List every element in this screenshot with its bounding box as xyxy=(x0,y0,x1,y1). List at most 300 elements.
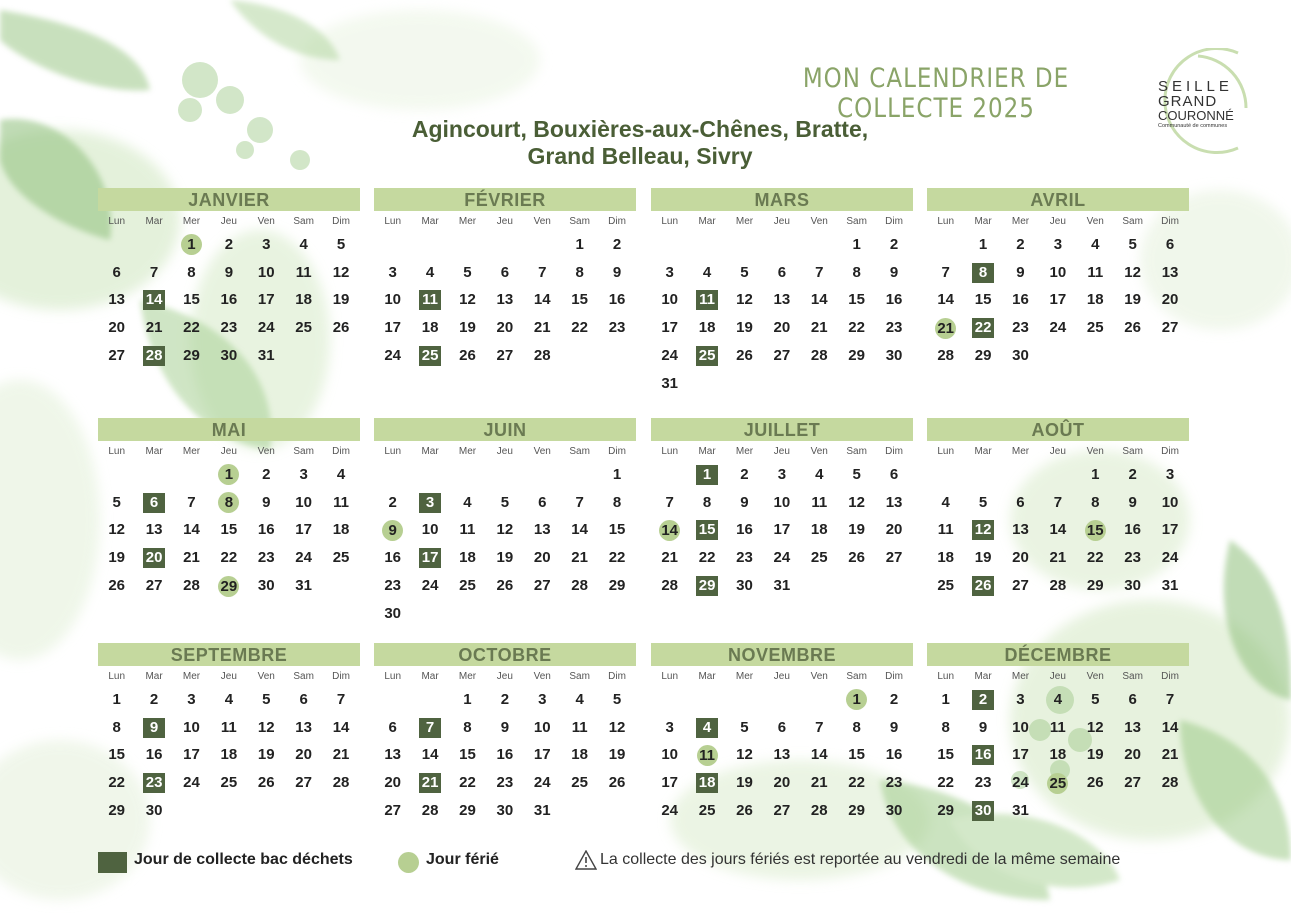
day-cell xyxy=(98,517,135,545)
day-cell xyxy=(651,714,688,742)
day-cell xyxy=(1039,489,1076,517)
day-cell xyxy=(598,517,635,545)
day-number: 13 xyxy=(1012,521,1029,539)
day-cell xyxy=(763,314,800,342)
collection-day xyxy=(411,769,448,797)
day-cell xyxy=(964,231,1001,259)
weekday-label: Mer xyxy=(1011,671,1030,682)
day-cell xyxy=(449,314,486,342)
day-number: 20 xyxy=(1161,291,1179,309)
day-cell xyxy=(561,686,598,714)
day-number: 12 xyxy=(736,746,753,764)
holiday-day xyxy=(651,517,688,545)
day-cell xyxy=(1077,742,1114,770)
communes-line-1: Agincourt, Bouxières-aux-Chênes, Bratte, xyxy=(411,116,869,142)
day-number: 24 xyxy=(421,577,439,595)
weekday-label: Ven xyxy=(257,671,275,682)
day-number: 30 xyxy=(220,347,238,365)
day-cell xyxy=(1151,287,1188,315)
day-cell xyxy=(322,517,359,545)
day-cell xyxy=(598,489,635,517)
weekday-header xyxy=(651,446,913,457)
day-cell xyxy=(449,517,486,545)
day-cell xyxy=(598,742,635,770)
month-1 xyxy=(98,188,360,370)
day-grid xyxy=(927,231,1189,370)
day-number: 1 xyxy=(696,465,718,485)
day-number: 9 xyxy=(889,263,899,281)
empty-cell xyxy=(411,231,448,259)
day-cell xyxy=(173,259,210,287)
day-number: 25 xyxy=(332,549,350,567)
day-cell xyxy=(875,342,912,370)
day-number: 20 xyxy=(496,319,514,337)
month-5 xyxy=(98,418,360,600)
day-number: 18 xyxy=(1049,746,1067,764)
holiday-note: La collecte des jours fériés est reportée au vendredi de la même semaine xyxy=(600,851,1121,868)
day-number: 22 xyxy=(848,319,865,337)
day-cell xyxy=(763,742,800,770)
day-number: 23 xyxy=(1124,549,1141,567)
day-cell xyxy=(598,572,635,600)
day-number: 24 xyxy=(661,347,679,365)
day-cell xyxy=(173,714,210,742)
day-cell xyxy=(726,714,763,742)
logo-line-1: SEILLE xyxy=(1158,78,1233,95)
day-cell xyxy=(322,259,359,287)
day-number: 30 xyxy=(736,577,753,595)
day-cell xyxy=(1151,231,1188,259)
collection-day xyxy=(964,686,1001,714)
day-cell xyxy=(411,314,448,342)
day-number: 4 xyxy=(815,465,824,483)
day-cell xyxy=(801,714,838,742)
day-cell xyxy=(1002,572,1039,600)
day-number: 20 xyxy=(143,548,165,568)
day-grid xyxy=(927,686,1189,825)
day-number: 22 xyxy=(459,774,476,792)
empty-cell xyxy=(374,461,411,489)
day-cell xyxy=(98,287,135,315)
day-number: 17 xyxy=(183,746,200,764)
collection-day xyxy=(964,742,1001,770)
empty-cell xyxy=(98,461,135,489)
day-cell xyxy=(875,517,912,545)
weekday-label: Dim xyxy=(332,446,350,457)
day-number: 21 xyxy=(533,319,551,337)
day-number: 9 xyxy=(382,520,403,541)
month-name: JANVIER xyxy=(98,188,360,211)
month-7 xyxy=(651,418,913,600)
day-cell xyxy=(98,742,135,770)
month-6 xyxy=(374,418,636,628)
day-number: 21 xyxy=(1049,549,1067,567)
day-number: 15 xyxy=(1085,520,1106,541)
day-number: 10 xyxy=(295,493,312,511)
day-cell xyxy=(964,287,1001,315)
day-cell xyxy=(248,489,285,517)
day-number: 13 xyxy=(885,493,903,511)
day-cell xyxy=(651,544,688,572)
empty-cell xyxy=(561,461,598,489)
month-12 xyxy=(927,643,1189,825)
day-number: 29 xyxy=(1086,577,1104,595)
day-number: 8 xyxy=(112,718,121,736)
day-number: 14 xyxy=(937,291,955,309)
day-cell xyxy=(726,517,763,545)
day-cell xyxy=(561,544,598,572)
day-cell xyxy=(1077,259,1114,287)
collection-day xyxy=(135,489,172,517)
day-number: 10 xyxy=(384,291,402,309)
weekday-label: Ven xyxy=(810,216,828,227)
day-cell xyxy=(248,686,285,714)
day-cell xyxy=(801,517,838,545)
day-cell xyxy=(875,797,912,825)
day-cell xyxy=(210,342,247,370)
day-number: 5 xyxy=(978,493,988,511)
day-number: 31 xyxy=(295,577,312,595)
day-number: 3 xyxy=(1053,235,1063,253)
day-cell xyxy=(561,517,598,545)
day-number: 6 xyxy=(500,263,510,281)
day-number: 9 xyxy=(740,493,749,511)
weekday-label: Sam xyxy=(1122,446,1143,457)
day-cell xyxy=(1039,517,1076,545)
day-cell xyxy=(210,742,247,770)
day-number: 26 xyxy=(972,576,994,596)
day-cell xyxy=(524,544,561,572)
day-cell xyxy=(838,342,875,370)
day-number: 21 xyxy=(935,318,956,339)
day-number: 7 xyxy=(419,718,441,738)
day-cell xyxy=(726,544,763,572)
day-cell xyxy=(927,259,964,287)
day-number: 28 xyxy=(810,347,828,365)
empty-cell xyxy=(688,686,725,714)
weekday-label: Sam xyxy=(569,671,590,682)
day-number: 28 xyxy=(810,802,828,820)
day-number: 16 xyxy=(608,291,626,309)
day-number: 26 xyxy=(736,347,753,365)
day-number: 23 xyxy=(736,549,753,567)
day-number: 6 xyxy=(777,718,787,736)
day-number: 28 xyxy=(332,774,350,792)
day-number: 6 xyxy=(1128,690,1137,708)
day-number: 22 xyxy=(848,774,865,792)
day-cell xyxy=(374,742,411,770)
day-cell xyxy=(374,259,411,287)
day-number: 17 xyxy=(1049,291,1067,309)
day-number: 17 xyxy=(1012,746,1029,764)
collection-day xyxy=(688,714,725,742)
day-number: 18 xyxy=(698,319,716,337)
day-cell xyxy=(1151,686,1188,714)
day-grid xyxy=(374,461,636,628)
holiday-day xyxy=(374,517,411,545)
weekday-label: Dim xyxy=(885,671,903,682)
month-name: JUIN xyxy=(374,418,636,441)
day-cell xyxy=(135,517,172,545)
weekday-label: Jeu xyxy=(1049,446,1066,457)
day-number: 26 xyxy=(108,577,126,595)
month-11 xyxy=(651,643,913,825)
day-cell xyxy=(524,314,561,342)
day-cell xyxy=(322,287,359,315)
day-number: 22 xyxy=(608,549,626,567)
weekday-label: Sam xyxy=(293,216,314,227)
day-cell xyxy=(838,544,875,572)
day-cell xyxy=(1039,287,1076,315)
day-grid xyxy=(374,686,636,825)
day-number: 23 xyxy=(1012,319,1029,337)
day-cell xyxy=(98,572,135,600)
day-number: 21 xyxy=(145,319,163,337)
day-cell xyxy=(838,314,875,342)
day-cell xyxy=(1114,686,1151,714)
day-cell xyxy=(248,342,285,370)
month-name: SEPTEMBRE xyxy=(98,643,360,666)
day-number: 5 xyxy=(1128,235,1137,253)
day-number: 7 xyxy=(815,263,824,281)
day-cell xyxy=(838,714,875,742)
day-number: 30 xyxy=(1012,347,1029,365)
day-cell xyxy=(1077,314,1114,342)
day-number: 13 xyxy=(1124,718,1141,736)
month-name: MAI xyxy=(98,418,360,441)
collection-day xyxy=(964,572,1001,600)
day-cell xyxy=(1114,572,1151,600)
day-number: 10 xyxy=(661,291,679,309)
day-number: 13 xyxy=(533,521,551,539)
day-cell xyxy=(1077,714,1114,742)
day-number: 10 xyxy=(661,746,679,764)
day-number: 5 xyxy=(740,263,749,281)
day-cell xyxy=(322,742,359,770)
day-cell xyxy=(1039,572,1076,600)
day-cell xyxy=(1002,714,1039,742)
day-number: 7 xyxy=(149,263,159,281)
day-number: 26 xyxy=(736,802,753,820)
day-cell xyxy=(524,686,561,714)
weekday-label: Mar xyxy=(421,671,439,682)
day-number: 11 xyxy=(697,745,718,766)
day-cell xyxy=(875,489,912,517)
day-number: 8 xyxy=(218,492,239,513)
day-cell xyxy=(763,572,800,600)
day-cell xyxy=(875,742,912,770)
day-number: 13 xyxy=(295,718,312,736)
empty-cell xyxy=(449,461,486,489)
day-cell xyxy=(561,572,598,600)
day-number: 26 xyxy=(459,347,476,365)
day-cell xyxy=(927,544,964,572)
communes-line-2: Grand Belleau, Sivry xyxy=(527,143,753,169)
day-cell xyxy=(1002,287,1039,315)
weekday-label: Dim xyxy=(608,216,626,227)
day-number: 15 xyxy=(608,521,626,539)
weekday-label: Mer xyxy=(1011,446,1030,457)
empty-cell xyxy=(486,461,523,489)
collection-day xyxy=(964,797,1001,825)
day-cell xyxy=(374,314,411,342)
day-cell xyxy=(1039,544,1076,572)
weekday-label: Jeu xyxy=(496,216,513,227)
day-number: 18 xyxy=(571,746,588,764)
day-cell xyxy=(763,517,800,545)
day-number: 17 xyxy=(1161,521,1179,539)
day-number: 20 xyxy=(108,319,126,337)
day-cell xyxy=(763,797,800,825)
day-cell xyxy=(875,287,912,315)
day-number: 20 xyxy=(773,774,791,792)
day-number: 25 xyxy=(1047,773,1068,794)
day-number: 10 xyxy=(1161,493,1179,511)
weekday-header xyxy=(927,216,1189,227)
day-grid xyxy=(98,686,360,825)
day-cell xyxy=(374,489,411,517)
day-cell xyxy=(248,742,285,770)
day-number: 21 xyxy=(810,319,828,337)
day-cell xyxy=(486,572,523,600)
weekday-label: Mer xyxy=(458,216,477,227)
day-number: 15 xyxy=(974,291,992,309)
empty-cell xyxy=(98,231,135,259)
day-number: 24 xyxy=(1049,319,1067,337)
day-number: 3 xyxy=(538,690,547,708)
day-number: 9 xyxy=(262,493,271,511)
weekday-label: Dim xyxy=(332,216,350,227)
collection-day xyxy=(964,259,1001,287)
day-number: 7 xyxy=(815,718,824,736)
day-number: 4 xyxy=(1091,235,1100,253)
day-cell xyxy=(927,342,964,370)
weekday-label: Mer xyxy=(1011,216,1030,227)
day-number: 3 xyxy=(388,263,397,281)
seille-grand-couronne-logo xyxy=(1138,48,1268,156)
day-number: 1 xyxy=(463,690,472,708)
day-cell xyxy=(1114,517,1151,545)
day-cell xyxy=(801,742,838,770)
day-cell xyxy=(561,714,598,742)
day-number: 8 xyxy=(612,493,622,511)
weekday-label: Jeu xyxy=(773,216,790,227)
weekday-label: Lun xyxy=(108,216,126,227)
day-cell xyxy=(1002,231,1039,259)
day-cell xyxy=(927,714,964,742)
month-2 xyxy=(374,188,636,370)
day-number: 9 xyxy=(143,718,165,738)
day-number: 6 xyxy=(1016,493,1025,511)
day-cell xyxy=(561,489,598,517)
day-cell xyxy=(1151,769,1188,797)
day-cell xyxy=(1114,461,1151,489)
day-number: 21 xyxy=(332,746,350,764)
day-number: 27 xyxy=(1012,577,1029,595)
month-name: DÉCEMBRE xyxy=(927,643,1189,666)
weekday-label: Mer xyxy=(735,671,754,682)
day-number: 20 xyxy=(384,774,402,792)
empty-cell xyxy=(651,461,688,489)
holiday-day xyxy=(1039,769,1076,797)
day-cell xyxy=(561,314,598,342)
day-cell xyxy=(1114,259,1151,287)
day-cell xyxy=(486,287,523,315)
day-cell xyxy=(561,769,598,797)
weekday-label: Sam xyxy=(846,671,867,682)
day-number: 31 xyxy=(1161,577,1179,595)
day-cell xyxy=(374,544,411,572)
empty-cell xyxy=(1039,461,1076,489)
day-cell xyxy=(285,314,322,342)
day-number: 28 xyxy=(143,346,165,366)
day-number: 1 xyxy=(846,689,867,710)
day-cell xyxy=(486,714,523,742)
day-number: 29 xyxy=(848,802,865,820)
day-number: 8 xyxy=(852,718,861,736)
weekday-label: Lun xyxy=(937,671,955,682)
weekday-label: Sam xyxy=(1122,216,1143,227)
day-number: 5 xyxy=(336,235,346,253)
day-number: 14 xyxy=(810,291,828,309)
day-cell xyxy=(285,572,322,600)
weekday-label: Mar xyxy=(421,446,439,457)
weekday-label: Ven xyxy=(1086,216,1104,227)
day-cell xyxy=(173,342,210,370)
day-cell xyxy=(875,769,912,797)
day-cell xyxy=(875,686,912,714)
day-cell xyxy=(1002,797,1039,825)
day-number: 7 xyxy=(538,263,547,281)
day-number: 27 xyxy=(1161,319,1179,337)
day-number: 23 xyxy=(885,319,903,337)
day-cell xyxy=(486,742,523,770)
day-number: 20 xyxy=(295,746,312,764)
weekday-label: Ven xyxy=(257,446,275,457)
day-cell xyxy=(524,517,561,545)
day-cell xyxy=(1114,769,1151,797)
day-cell xyxy=(1114,544,1151,572)
day-cell xyxy=(1151,572,1188,600)
day-number: 27 xyxy=(108,347,126,365)
day-number: 26 xyxy=(1086,774,1104,792)
day-grid xyxy=(651,461,913,600)
day-number: 11 xyxy=(459,521,476,539)
day-number: 26 xyxy=(332,319,350,337)
day-number: 14 xyxy=(143,290,165,310)
day-number: 29 xyxy=(218,576,239,597)
day-cell xyxy=(801,769,838,797)
day-grid xyxy=(374,231,636,370)
day-number: 28 xyxy=(937,347,955,365)
day-cell xyxy=(322,544,359,572)
day-cell xyxy=(248,314,285,342)
weekday-label: Mar xyxy=(698,446,716,457)
day-number: 21 xyxy=(661,549,679,567)
weekday-label: Jeu xyxy=(496,671,513,682)
day-cell xyxy=(449,742,486,770)
weekday-label: Ven xyxy=(810,671,828,682)
day-cell xyxy=(726,287,763,315)
day-number: 1 xyxy=(941,690,950,708)
weekday-label: Lun xyxy=(661,671,679,682)
day-cell xyxy=(322,714,359,742)
day-number: 12 xyxy=(972,520,994,540)
day-cell xyxy=(374,769,411,797)
collection-day xyxy=(135,287,172,315)
day-number: 18 xyxy=(459,549,476,567)
day-number: 15 xyxy=(183,291,200,309)
